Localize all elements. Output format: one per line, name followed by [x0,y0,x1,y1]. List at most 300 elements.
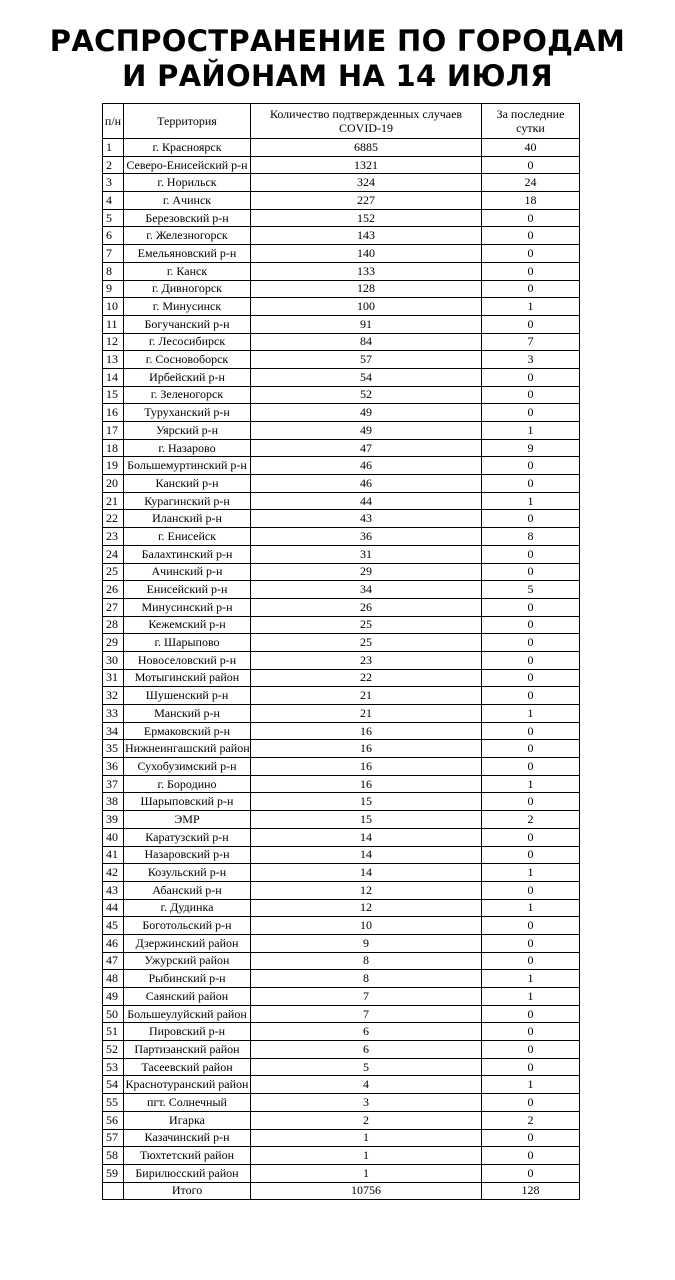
territory-name: Тюхтетский район [124,1147,251,1165]
confirmed-cases: 1321 [251,156,482,174]
last-day-cases: 0 [482,1094,580,1112]
row-index: 20 [103,475,124,493]
last-day-cases: 0 [482,545,580,563]
territory-name: Абанский р-н [124,881,251,899]
page-title-line-1: РАСПРОСТРАНЕНИЕ ПО ГОРОДАМ [49,24,626,58]
last-day-cases: 0 [482,758,580,776]
confirmed-cases: 133 [251,262,482,280]
last-day-cases: 1 [482,298,580,316]
territory-name: Козульский р-н [124,864,251,882]
table-row [103,740,580,758]
row-index: 40 [103,828,124,846]
table-row [103,280,580,298]
territory-name: Уярский р-н [124,422,251,440]
territory-name: Нижнеингашский район [124,740,251,758]
last-day-cases: 24 [482,174,580,192]
row-index: 49 [103,988,124,1006]
confirmed-cases: 49 [251,422,482,440]
table-row [103,811,580,829]
territory-name: Шушенский р-н [124,687,251,705]
table-row [103,245,580,263]
last-day-cases: 18 [482,192,580,210]
confirmed-cases: 31 [251,545,482,563]
last-day-cases: 0 [482,598,580,616]
territory-name: г. Зеленогорск [124,386,251,404]
last-day-cases: 0 [482,209,580,227]
table-row [103,528,580,546]
last-day-cases: 0 [482,227,580,245]
row-index: 13 [103,351,124,369]
territory-name: Тасеевский район [124,1058,251,1076]
page-title [0,24,675,94]
table-row [103,422,580,440]
table-row [103,404,580,422]
row-index: 42 [103,864,124,882]
territory-name: пгт. Солнечный [124,1094,251,1112]
table-row [103,846,580,864]
last-day-cases: 0 [482,1147,580,1165]
territory-name: г. Норильск [124,174,251,192]
table-row [103,864,580,882]
confirmed-cases: 128 [251,280,482,298]
table-row [103,174,580,192]
table-row [103,634,580,652]
confirmed-cases: 46 [251,457,482,475]
confirmed-cases: 10 [251,917,482,935]
row-index: 55 [103,1094,124,1112]
row-index: 3 [103,174,124,192]
row-index: 35 [103,740,124,758]
table-row [103,934,580,952]
confirmed-cases: 26 [251,598,482,616]
confirmed-cases: 12 [251,881,482,899]
column-header-territory: Территория [124,104,251,139]
table-row [103,139,580,157]
confirmed-cases: 7 [251,1005,482,1023]
row-index: 36 [103,758,124,776]
last-day-cases: 0 [482,386,580,404]
table-row [103,262,580,280]
table-row [103,775,580,793]
row-index: 50 [103,1005,124,1023]
table-row [103,315,580,333]
last-day-cases: 1 [482,492,580,510]
row-index: 15 [103,386,124,404]
confirmed-cases: 3 [251,1094,482,1112]
last-day-cases: 0 [482,457,580,475]
table-row [103,899,580,917]
territory-name: Ужурский район [124,952,251,970]
last-day-cases: 1 [482,775,580,793]
table-row [103,793,580,811]
territory-name: Дзержинский район [124,934,251,952]
row-index: 31 [103,669,124,687]
confirmed-cases: 49 [251,404,482,422]
row-index: 33 [103,705,124,723]
territory-name: Богучанский р-н [124,315,251,333]
last-day-cases: 9 [482,439,580,457]
row-index: 34 [103,722,124,740]
row-index: 47 [103,952,124,970]
total-cases: 10756 [251,1182,482,1200]
last-day-cases: 0 [482,1005,580,1023]
table-row [103,1041,580,1059]
confirmed-cases: 29 [251,563,482,581]
territory-name: Каратузский р-н [124,828,251,846]
territory-name: г. Сосновоборск [124,351,251,369]
territory-name: Бирилюсский район [124,1164,251,1182]
last-day-cases: 0 [482,651,580,669]
confirmed-cases: 43 [251,510,482,528]
last-day-cases: 40 [482,139,580,157]
territory-name: Туруханский р-н [124,404,251,422]
territory-name: г. Дивногорск [124,280,251,298]
last-day-cases: 0 [482,1058,580,1076]
row-index: 44 [103,899,124,917]
row-index: 32 [103,687,124,705]
row-index: 5 [103,209,124,227]
row-index: 16 [103,404,124,422]
page-title-line-2: И РАЙОНАМ НА 14 ИЮЛЯ [122,59,553,93]
last-day-cases: 7 [482,333,580,351]
table-row [103,1129,580,1147]
table-row [103,722,580,740]
territory-name: Сухобузимский р-н [124,758,251,776]
confirmed-cases: 1 [251,1129,482,1147]
row-index: 8 [103,262,124,280]
territory-name: Березовский р-н [124,209,251,227]
table-row [103,651,580,669]
last-day-cases: 0 [482,510,580,528]
row-index: 59 [103,1164,124,1182]
territory-name: Ирбейский р-н [124,368,251,386]
row-index: 43 [103,881,124,899]
territory-name: г. Бородино [124,775,251,793]
territory-name: Емельяновский р-н [124,245,251,263]
last-day-cases: 1 [482,899,580,917]
table-header-row [103,104,580,139]
territory-name: Назаровский р-н [124,846,251,864]
territory-name: Иланский р-н [124,510,251,528]
table-row [103,988,580,1006]
last-day-cases: 2 [482,811,580,829]
table-row [103,510,580,528]
table-row [103,368,580,386]
confirmed-cases: 22 [251,669,482,687]
table-footer [103,1182,580,1200]
row-index: 14 [103,368,124,386]
territory-name: Северо-Енисейский р-н [124,156,251,174]
table-row [103,1058,580,1076]
row-index: 56 [103,1111,124,1129]
row-index: 1 [103,139,124,157]
confirmed-cases: 46 [251,475,482,493]
territory-name: Кежемский р-н [124,616,251,634]
confirmed-cases: 1 [251,1147,482,1165]
confirmed-cases: 227 [251,192,482,210]
row-index: 25 [103,563,124,581]
confirmed-cases: 23 [251,651,482,669]
table-row [103,1111,580,1129]
territory-name: Курагинский р-н [124,492,251,510]
table-row [103,970,580,988]
last-day-cases: 0 [482,280,580,298]
table-row [103,227,580,245]
confirmed-cases: 47 [251,439,482,457]
territory-name: Ачинский р-н [124,563,251,581]
confirmed-cases: 4 [251,1076,482,1094]
territory-name: Канский р-н [124,475,251,493]
territory-name: г. Дудинка [124,899,251,917]
confirmed-cases: 100 [251,298,482,316]
row-index: 9 [103,280,124,298]
confirmed-cases: 91 [251,315,482,333]
territory-name: Саянский район [124,988,251,1006]
row-index: 18 [103,439,124,457]
table-row [103,439,580,457]
territory-name: Рыбинский р-н [124,970,251,988]
table-header [103,104,580,139]
territory-name: Мотыгинский район [124,669,251,687]
table-row [103,156,580,174]
table-row [103,598,580,616]
row-index: 28 [103,616,124,634]
row-index: 21 [103,492,124,510]
territory-name: г. Ачинск [124,192,251,210]
confirmed-cases: 8 [251,970,482,988]
last-day-cases: 0 [482,687,580,705]
confirmed-cases: 16 [251,740,482,758]
confirmed-cases: 152 [251,209,482,227]
last-day-cases: 2 [482,1111,580,1129]
row-index: 52 [103,1041,124,1059]
confirmed-cases: 6885 [251,139,482,157]
table-row [103,1076,580,1094]
territory-name: Краснотуранский район [124,1076,251,1094]
table-row [103,758,580,776]
row-index: 4 [103,192,124,210]
territory-name: Шарыповский р-н [124,793,251,811]
column-header-index: п/н [103,104,124,139]
row-index: 29 [103,634,124,652]
table-row [103,209,580,227]
row-index: 53 [103,1058,124,1076]
last-day-cases: 0 [482,368,580,386]
last-day-cases: 0 [482,793,580,811]
last-day-cases: 0 [482,616,580,634]
table-row [103,351,580,369]
row-index: 58 [103,1147,124,1165]
confirmed-cases: 16 [251,775,482,793]
table-row [103,687,580,705]
table-row [103,881,580,899]
confirmed-cases: 143 [251,227,482,245]
confirmed-cases: 52 [251,386,482,404]
confirmed-cases: 14 [251,846,482,864]
last-day-cases: 0 [482,563,580,581]
row-index: 22 [103,510,124,528]
table-row [103,828,580,846]
table-row [103,475,580,493]
confirmed-cases: 8 [251,952,482,970]
table-row [103,1147,580,1165]
last-day-cases: 1 [482,1076,580,1094]
last-day-cases: 0 [482,475,580,493]
confirmed-cases: 5 [251,1058,482,1076]
confirmed-cases: 12 [251,899,482,917]
confirmed-cases: 2 [251,1111,482,1129]
table-row [103,1164,580,1182]
last-day-cases: 0 [482,634,580,652]
confirmed-cases: 15 [251,811,482,829]
territory-name: Пировский р-н [124,1023,251,1041]
territory-name: Енисейский р-н [124,581,251,599]
row-index: 57 [103,1129,124,1147]
territory-name: г. Назарово [124,439,251,457]
confirmed-cases: 21 [251,705,482,723]
row-index: 48 [103,970,124,988]
row-index: 51 [103,1023,124,1041]
table-row [103,192,580,210]
territory-name: Партизанский район [124,1041,251,1059]
confirmed-cases: 21 [251,687,482,705]
territory-name: г. Железногорск [124,227,251,245]
table-row [103,298,580,316]
territory-name: ЭМР [124,811,251,829]
territory-name: Казачинский р-н [124,1129,251,1147]
table-row [103,581,580,599]
last-day-cases: 0 [482,934,580,952]
last-day-cases: 1 [482,422,580,440]
last-day-cases: 0 [482,1023,580,1041]
cases-table [102,103,580,1200]
last-day-cases: 0 [482,1041,580,1059]
confirmed-cases: 9 [251,934,482,952]
table-row [103,616,580,634]
row-index: 41 [103,846,124,864]
territory-name: г. Шарыпово [124,634,251,652]
last-day-cases: 0 [482,952,580,970]
row-index: 12 [103,333,124,351]
last-day-cases: 1 [482,864,580,882]
last-day-cases: 0 [482,722,580,740]
row-index: 26 [103,581,124,599]
territory-name: г. Енисейск [124,528,251,546]
territory-name: Балахтинский р-н [124,545,251,563]
last-day-cases: 1 [482,988,580,1006]
total-index-cell [103,1182,124,1200]
total-label: Итого [124,1182,251,1200]
last-day-cases: 0 [482,740,580,758]
territory-name: Большеулуйский район [124,1005,251,1023]
row-index: 2 [103,156,124,174]
column-header-confirmed-cases: Количество подтвержденных случаев COVID-19 [251,104,482,139]
confirmed-cases: 1 [251,1164,482,1182]
total-last-day: 128 [482,1182,580,1200]
territory-name: Большемуртинский р-н [124,457,251,475]
row-index: 30 [103,651,124,669]
confirmed-cases: 140 [251,245,482,263]
table-row [103,917,580,935]
last-day-cases: 0 [482,917,580,935]
last-day-cases: 0 [482,881,580,899]
table-row [103,457,580,475]
row-index: 11 [103,315,124,333]
last-day-cases: 0 [482,1129,580,1147]
confirmed-cases: 84 [251,333,482,351]
row-index: 54 [103,1076,124,1094]
confirmed-cases: 25 [251,616,482,634]
table-row [103,492,580,510]
confirmed-cases: 16 [251,758,482,776]
last-day-cases: 8 [482,528,580,546]
row-index: 17 [103,422,124,440]
last-day-cases: 1 [482,705,580,723]
territory-name: г. Минусинск [124,298,251,316]
last-day-cases: 0 [482,1164,580,1182]
total-row [103,1182,580,1200]
last-day-cases: 0 [482,315,580,333]
table-row [103,545,580,563]
row-index: 27 [103,598,124,616]
territory-name: Минусинский р-н [124,598,251,616]
row-index: 7 [103,245,124,263]
table-row [103,669,580,687]
table-row [103,563,580,581]
confirmed-cases: 15 [251,793,482,811]
territory-name: Боготольский р-н [124,917,251,935]
confirmed-cases: 34 [251,581,482,599]
row-index: 6 [103,227,124,245]
confirmed-cases: 6 [251,1041,482,1059]
confirmed-cases: 25 [251,634,482,652]
confirmed-cases: 14 [251,864,482,882]
confirmed-cases: 16 [251,722,482,740]
confirmed-cases: 44 [251,492,482,510]
confirmed-cases: 324 [251,174,482,192]
row-index: 39 [103,811,124,829]
row-index: 24 [103,545,124,563]
confirmed-cases: 6 [251,1023,482,1041]
territory-name: Манский р-н [124,705,251,723]
last-day-cases: 0 [482,404,580,422]
confirmed-cases: 54 [251,368,482,386]
last-day-cases: 0 [482,828,580,846]
last-day-cases: 5 [482,581,580,599]
last-day-cases: 0 [482,669,580,687]
row-index: 45 [103,917,124,935]
table-row [103,1005,580,1023]
confirmed-cases: 14 [251,828,482,846]
territory-name: г. Лесосибирск [124,333,251,351]
last-day-cases: 0 [482,156,580,174]
last-day-cases: 0 [482,245,580,263]
row-index: 46 [103,934,124,952]
last-day-cases: 0 [482,262,580,280]
table-row [103,1094,580,1112]
row-index: 38 [103,793,124,811]
row-index: 10 [103,298,124,316]
table-row [103,705,580,723]
table-row [103,1023,580,1041]
column-header-last-day: За последние сутки [482,104,580,139]
row-index: 37 [103,775,124,793]
territory-name: Игарка [124,1111,251,1129]
last-day-cases: 1 [482,970,580,988]
territory-name: г. Канск [124,262,251,280]
confirmed-cases: 57 [251,351,482,369]
table-row [103,386,580,404]
